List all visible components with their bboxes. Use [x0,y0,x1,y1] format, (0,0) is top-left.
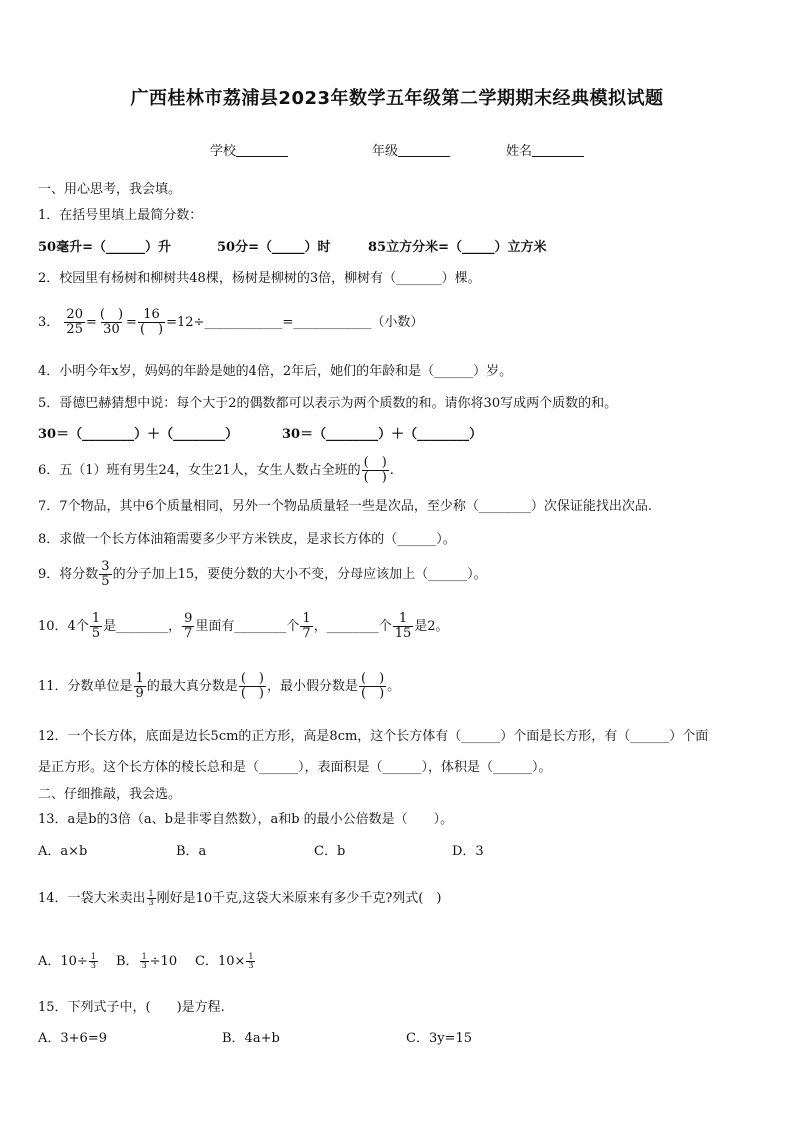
question-9: 9．将分数 $\frac{3}{5}$ 的分子加上15，要使分数的大小不变，分母应该加上（______）。 [38,559,487,589]
fraction-blank-30[interactable]: $\frac{( )}{30}$ [99,307,124,337]
section-heading-fill: 一、用心思考，我会填。 [38,182,182,197]
fraction-1-15: $\frac{1}{15}$ [394,611,412,641]
name-blank[interactable] [532,143,584,157]
fraction-blank[interactable]: $\frac{( )}{( )}$ [363,455,387,485]
question-14-stem: 14．一袋大米卖出 $\frac{1}{3}$ 刚好是10千克,这袋大米原来有多少千克?列式( ) [38,889,442,907]
fraction-3-5: $\frac{3}{5}$ [101,559,110,589]
question-6: 6．五（1）班有男生24，女生21人，女生人数占全班的 $\frac{( )}{( )}$ . [38,455,394,485]
grade-field: 年级 [372,140,450,159]
question-15-option-b[interactable]: B．4a+b [222,1031,280,1046]
section-heading-choose: 二、仔细推敲，我会选。 [38,787,182,802]
question-13-option-d[interactable]: D．3 [452,844,484,859]
question-15-option-a[interactable]: A．3+6=9 [38,1031,107,1046]
question-11: 11．分数单位是 $\frac{1}{9}$ 的最大真分数是 $\frac{( )}{( )}$ ，最小假分数是 $\frac{( )}{( )}$ 。 [38,671,401,701]
fraction-1-5: $\frac{1}{5}$ [91,611,101,641]
fraction-1-3: $\frac{1}{3}$ [141,952,147,970]
question-14-option-a[interactable]: A．10÷ $\frac{1}{3}$ [38,952,96,970]
question-5b: 30＝（________）＋（________） [282,427,483,442]
question-3: 3． $\frac{20}{25}$ = $\frac{( )}{30}$ = $\frac{16}{( )}$ =12÷____________=____________（小数） [38,307,424,337]
fraction-20-25: $\frac{20}{25}$ [66,307,83,337]
question-13-stem: 13．a是b的3倍（a、b是非零自然数），a和b 的最小公倍数是（ ）。 [38,812,454,827]
fraction-16-blank[interactable]: $\frac{16}{( )}$ [139,307,164,337]
question-5-stem: 5．哥德巴赫猜想中说：每个大于2的偶数都可以表示为两个质数的和。请你将30写成两个质数的和。 [38,396,618,411]
name-field: 姓名 [506,140,584,159]
question-13-option-a[interactable]: A．a×b [38,844,88,859]
question-13-option-c[interactable]: C．b [314,844,346,859]
question-1c: 85立方分米=（_____）立方米 [368,240,547,255]
question-12-line1: 12．一个长方体，底面是边长5cm的正方形，高是8cm，这个长方体有（______）个面是长方形，有（______）个面 [38,729,709,744]
school-blank[interactable] [236,143,288,157]
fraction-blank-proper[interactable]: $\frac{( )}{( )}$ [240,671,264,701]
question-2: 2．校园里有杨树和柳树共48棵，杨树是柳树的3倍，柳树有（_______）棵。 [38,271,481,286]
fraction-1-3: $\frac{1}{3}$ [148,889,154,907]
page-title: 广西桂林市荔浦县2023年数学五年级第二学期期末经典模拟试题 [130,88,664,109]
question-15-stem: 15．下列式子中，( )是方程. [38,1000,225,1015]
question-4: 4．小明今年x岁，妈妈的年龄是她的4倍，2年后，她们的年龄和是（______）岁。 [38,364,513,379]
question-1a: 50毫升=（______）升 [38,240,171,255]
fraction-1-9: $\frac{1}{9}$ [135,671,144,701]
question-1-stem: 1．在括号里填上最简分数： [38,208,203,223]
school-field: 学校 [210,140,288,159]
fraction-9-7: $\frac{9}{7}$ [184,611,193,641]
question-5a: 30＝（________）＋（________） [38,427,239,442]
fraction-blank-improper[interactable]: $\frac{( )}{( )}$ [361,671,385,701]
fraction-1-7: $\frac{1}{7}$ [302,611,311,641]
question-10: 10．4个 $\frac{1}{5}$ 是________， $\frac{9}{7}$ 里面有________个 $\frac{1}{7}$ ，________个 $\frac{1}{15}$ 是2。 [38,611,449,641]
question-1b: 50分=（_____）时 [217,240,331,255]
grade-blank[interactable] [398,143,450,157]
fraction-1-3: $\frac{1}{3}$ [248,952,254,970]
question-12-line2: 是正方形。这个长方体的棱长总和是（______），表面积是（______），体积是（______）。 [38,760,552,775]
question-7: 7．7个物品，其中6个质量相同，另外一个物品质量轻一些是次品，至少称（________）次保证能找出次品. [38,499,652,514]
question-8: 8．求做一个长方体油箱需要多少平方米铁皮，是求长方体的（______）。 [38,532,456,547]
question-15-option-c[interactable]: C．3y=15 [406,1031,472,1046]
fraction-1-3: $\frac{1}{3}$ [90,952,96,970]
question-13-option-b[interactable]: B．a [176,844,207,859]
question-14-option-b[interactable]: B． $\frac{1}{3}$ ÷10 [116,952,178,970]
question-14-option-c[interactable]: C．10× $\frac{1}{3}$ [195,952,254,970]
